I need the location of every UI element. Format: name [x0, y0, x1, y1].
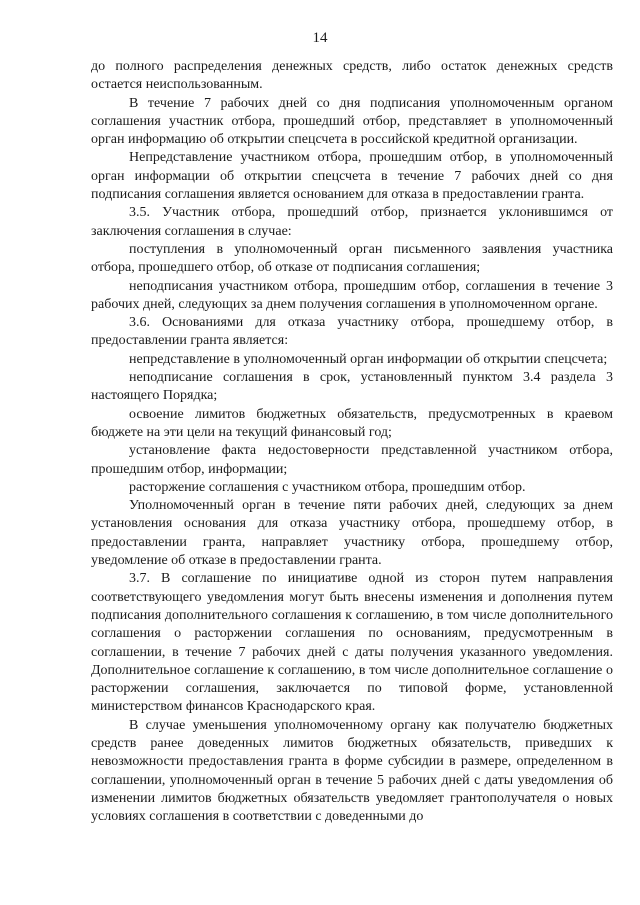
- paragraph: расторжение соглашения с участником отбора, прошедшим отбор.: [129, 479, 526, 495]
- paragraph: неподписание соглашения в срок, установленный пунктом 3.4 раздела 3 настоящего Порядка;: [91, 370, 613, 404]
- paragraph: неподписания участником отбора, прошедшим отбор, соглашения в течение 3 рабочих дней, следующих за днем получения соглашения в уполномоченном органе.: [91, 278, 613, 312]
- document-body: [91, 58, 613, 826]
- paragraph: до полного распределения денежных средств, либо остаток денежных средств остается неиспользованным.: [91, 59, 613, 93]
- paragraph: 3.7. В соглашение по инициативе одной из сторон путем направления соответствующего уведомления могут быть внесены изменения и дополнения путем подписания дополнительного соглашения к соглашению, в том числе дополнительного соглашения о расторжении соглашения по основаниям, предусмотренным в соглашении, в течение 7 рабочих дней с даты получения указанного уведомления. Дополнительное соглашение к соглашению, в том числе дополнительное соглашение о расторжении соглашения, заключается по типовой форме, установленной министерством финансов Краснодарского края.: [91, 571, 613, 715]
- paragraph: В случае уменьшения уполномоченному органу как получателю бюджетных средств ранее доведенных лимитов бюджетных обязательств, приведших к невозможности предоставления гранта в форме субсидии в размере, определенном в соглашении, уполномоченный орган в течение 5 рабочих дней с даты уведомления об изменении лимитов бюджетных обязательств уведомляет грантополучателя о новых условиях соглашения в соответствии с доведенными до: [91, 717, 613, 825]
- paragraph: поступления в уполномоченный орган письменного заявления участника отбора, прошедшего отбор, об отказе от подписания соглашения;: [91, 241, 613, 276]
- paragraph: В течение 7 рабочих дней со дня подписания уполномоченным органом соглашения участник отбора, прошедший отбор, представляет в уполномоченный орган информацию об открытии спецсчета в российской кредитной организации.: [91, 95, 613, 148]
- paragraph: освоение лимитов бюджетных обязательств, предусмотренных в краевом бюджете на эти цели на текущий финансовый год;: [91, 406, 613, 440]
- page-number: 14: [312, 30, 328, 46]
- paragraph: Непредставление участником отбора, прошедшим отбор, в уполномоченный орган информации об открытии спецсчета в течение 7 рабочих дней со дня подписания соглашения является основанием для отказа в предоставлении гранта.: [91, 150, 613, 203]
- paragraph: установление факта недостоверности представленной участником отбора, прошедшим отбор, информации;: [91, 443, 613, 477]
- paragraph: 3.6. Основаниями для отказа участнику отбора, прошедшему отбор, в предоставлении гранта является:: [91, 315, 613, 349]
- paragraph: 3.5. Участник отбора, прошедший отбор, признается уклонившимся от заключения соглашения в случае:: [91, 205, 613, 239]
- paragraph: Уполномоченный орган в течение пяти рабочих дней, следующих за днем установления основания для отказа участнику отбора, прошедшему отбор, в предоставлении гранта, направляет участнику отбора, прошедшему отбор, уведомление об отказе в предоставлении гранта.: [91, 498, 613, 569]
- paragraph: непредставление в уполномоченный орган информации об открытии спецсчета;: [129, 351, 608, 367]
